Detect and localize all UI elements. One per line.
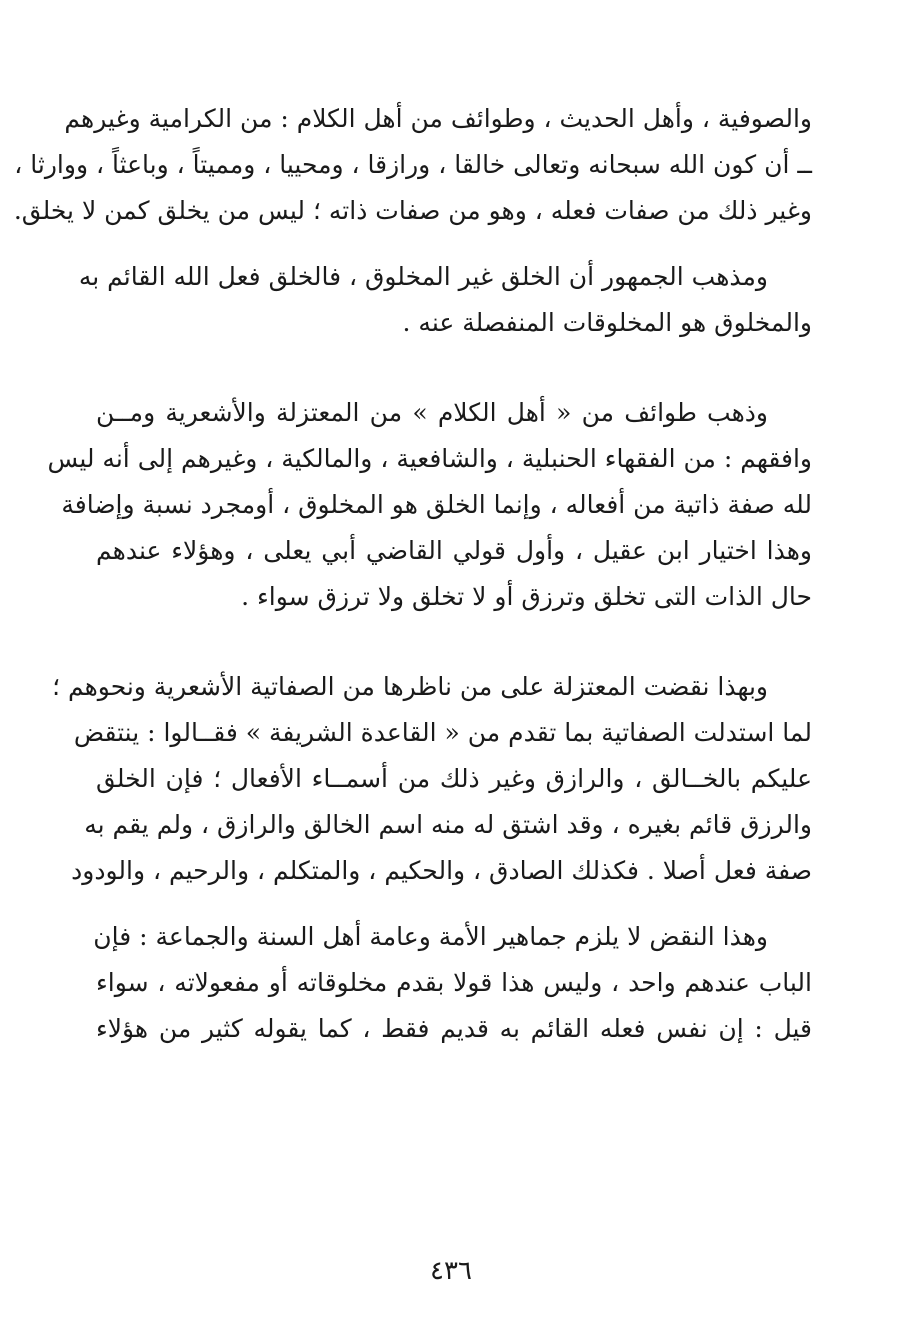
text-line: الباب عندهم واحد ، وليس هذا قولا بقدم مخلوقاته أو مفعولاته ، سواء	[96, 968, 812, 997]
body-text	[13, 96, 812, 1052]
text-line: حال الذات التى تخلق وترزق أو لا تخلق ولا ترزق سواء .	[241, 582, 812, 611]
text-line: والرزق قائم بغيره ، وقد اشتق له منه اسم الخالق والرازق ، ولم يقم به	[84, 810, 812, 839]
text-line: قيل : إن نفس فعله القائم به قديم فقط ، كما يقوله كثير من هؤلاء	[96, 1014, 812, 1043]
paragraph-1	[13, 96, 812, 234]
text-line: عليكم بالخــالق ، والرازق وغير ذلك من أسمــاء الأفعال ؛ فإن الخلق	[96, 764, 812, 793]
paragraph-2	[78, 254, 812, 346]
text-line: والصوفية ، وأهل الحديث ، وطوائف من أهل الكلام : من الكرامية وغيرهم	[64, 104, 812, 133]
text-line: وغير ذلك من صفات فعله ، وهو من صفات ذاته ؛ ليس من يخلق كمن لا يخلق.	[13, 196, 812, 225]
paragraph-5	[93, 914, 812, 1052]
text-line: وذهب طوائف من « أهل الكلام » من المعتزلة والأشعرية ومــن	[96, 398, 768, 427]
paragraph-3	[47, 390, 812, 620]
text-line: والمخلوق هو المخلوقات المنفصلة عنه .	[402, 308, 812, 337]
page-number: ٤٣٦	[430, 1256, 472, 1286]
text-line: ومذهب الجمهور أن الخلق غير المخلوق ، فالخلق فعل الله القائم به	[78, 262, 768, 291]
paragraph-4	[52, 664, 812, 894]
text-line: وهذا اختيار ابن عقيل ، وأول قولي القاضي أبي يعلى ، وهؤلاء عندهم	[96, 536, 812, 565]
text-line: وهذا النقض لا يلزم جماهير الأمة وعامة أهل السنة والجماعة : فإن	[93, 922, 768, 951]
text-line: لما استدلت الصفاتية بما تقدم من « القاعدة الشريفة » فقــالوا : ينتقض	[73, 718, 812, 747]
text-line: وافقهم : من الفقهاء الحنبلية ، والشافعية ، والمالكية ، وغيرهم إلى أنه ليس	[47, 444, 812, 473]
text-line: صفة فعل أصلا . فكذلك الصادق ، والحكيم ، والمتكلم ، والرحيم ، والودود	[71, 856, 812, 885]
text-line: لله صفة ذاتية من أفعاله ، وإنما الخلق هو المخلوق ، أومجرد نسبة وإضافة	[61, 490, 812, 519]
text-line: ــ أن كون الله سبحانه وتعالى خالقا ، ورازقا ، ومحييا ، ومميتاً ، وباعثاً ، ووارثا ،	[14, 150, 812, 179]
text-line: وبهذا نقضت المعتزلة على من ناظرها من الصفاتية الأشعرية ونحوهم ؛	[52, 672, 768, 701]
